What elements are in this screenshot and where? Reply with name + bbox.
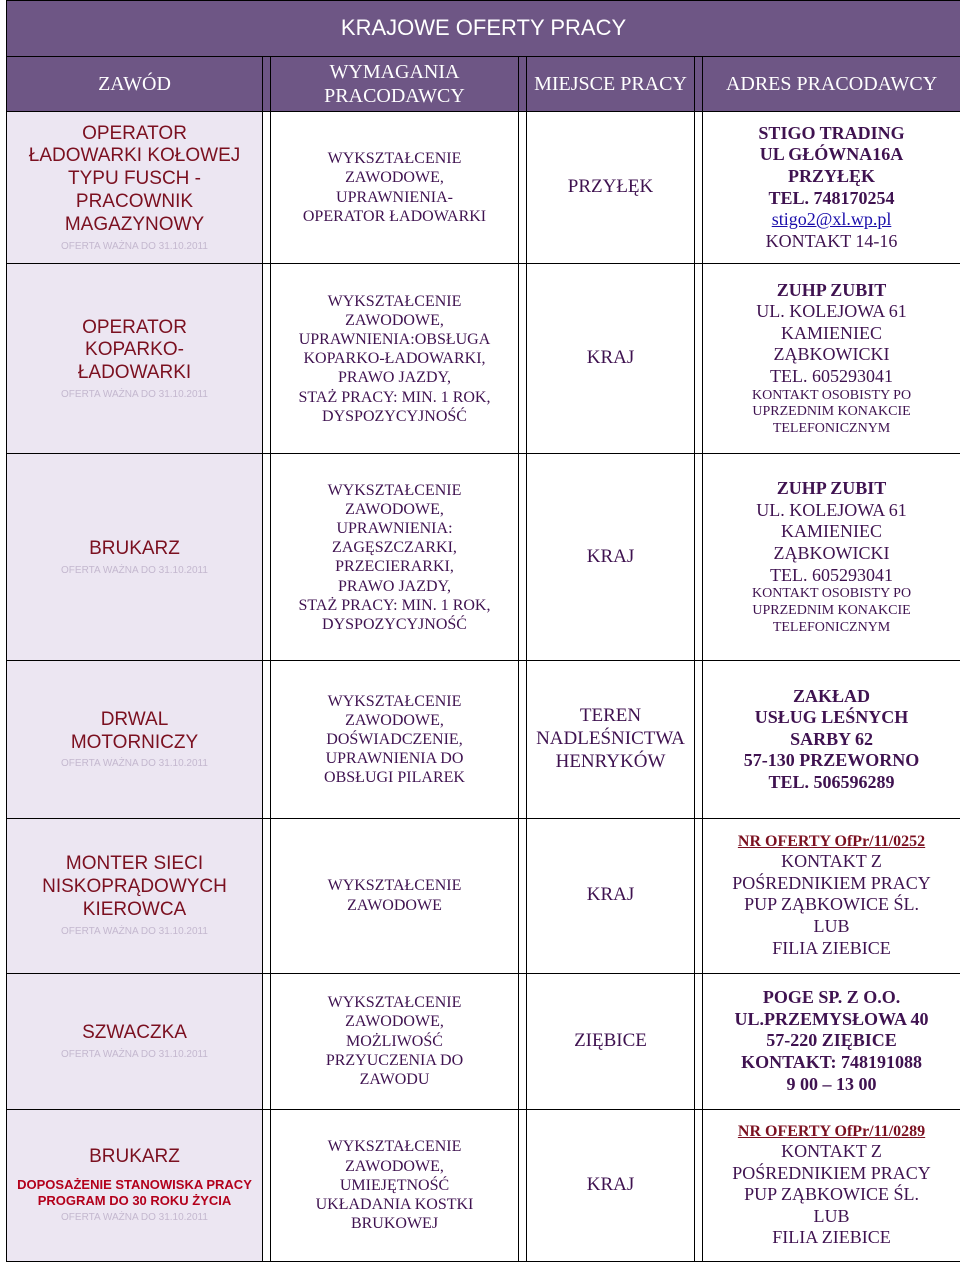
address-cell	[703, 818, 960, 973]
offer-number: NR OFERTY OfPr/11/0289	[737, 1122, 926, 1140]
job-title-line: KOPARKO-	[85, 339, 184, 361]
address-cell	[703, 973, 960, 1109]
requirement-line: PRZYUCZENIA DO	[325, 1051, 464, 1069]
job-program-note: DOPOSAŻENIE STANOWISKA PRACY PROGRAM DO 30 ROKU ŻYCIA	[17, 1177, 252, 1208]
address-line-bold: ZUHP ZUBIT	[776, 279, 887, 300]
column-gap	[695, 973, 703, 1109]
job-title-line: ŁADOWARKI KOŁOWEJ	[28, 145, 241, 167]
address-line-bold: UL.PRZEMYSŁOWA 40	[734, 1008, 929, 1029]
place-cell	[527, 1109, 695, 1261]
header-requirements-line: PRACODAWCY	[324, 85, 465, 108]
column-gap	[519, 973, 527, 1109]
job-cell	[7, 264, 263, 454]
job-title-line: DRWAL	[100, 708, 169, 730]
requirement-line: DYSPOZYCYJNOŚĆ	[322, 615, 467, 633]
requirement-line: MOŻLIWOŚĆ	[346, 1032, 443, 1050]
address-line: FILIA ZIEBICE	[772, 1227, 891, 1248]
address-cell	[703, 661, 960, 818]
address-line: KAMIENIEC	[781, 322, 883, 343]
job-title-line: MAGAZYNOWY	[64, 213, 205, 235]
requirement-line: ZAWODOWE	[347, 896, 442, 914]
address-line-bold: STIGO TRADING	[758, 122, 905, 143]
address-note-line: TELEFONICZNYM	[772, 619, 891, 635]
requirement-line: WYKSZTAŁCENIE	[327, 292, 462, 310]
place-line: TEREN	[579, 705, 642, 727]
offer-number: NR OFERTY OfPr/11/0252	[737, 833, 926, 851]
requirement-line: KOPARKO-ŁADOWARKI,	[303, 350, 486, 368]
requirement-line: UPRAWNIENIA DO	[325, 750, 464, 768]
job-title-line: NISKOPRĄDOWYCH	[42, 876, 227, 898]
address-cell	[703, 264, 960, 454]
column-gap	[695, 112, 703, 264]
job-title-line: OPERATOR	[82, 316, 187, 338]
address-line-bold: 57-220 ZIĘBICE	[766, 1030, 897, 1051]
table-row	[7, 818, 960, 973]
validity-note: OFERTA WAŻNA DO 31.10.2011	[61, 388, 208, 400]
table-row	[7, 264, 960, 454]
address-line: POŚREDNIKIEM PRACY	[732, 872, 931, 893]
address-line: LUB	[813, 1205, 850, 1226]
column-gap	[519, 818, 527, 973]
requirement-line: ZAWODOWE,	[345, 169, 444, 187]
address-line: FILIA ZIEBICE	[772, 937, 891, 958]
address-line: ZĄBKOWICKI	[773, 344, 890, 365]
table-row	[7, 1109, 960, 1261]
place-line: NADLEŚNICTWA	[536, 728, 685, 750]
job-title-line: MONTER SIECI	[65, 853, 204, 875]
validity-note: OFERTA WAŻNA DO 31.10.2011	[61, 925, 208, 937]
address-line: TEL. 605293041	[770, 564, 894, 585]
column-gap	[519, 1109, 527, 1261]
address-note-line: UPRZEDNIM KONAKCIE	[752, 404, 911, 420]
address-line: ZĄBKOWICKI	[773, 542, 890, 563]
validity-note: OFERTA WAŻNA DO 31.10.2011	[61, 1048, 208, 1060]
column-gap	[263, 973, 271, 1109]
address-line: PUP ZĄBKOWICE ŚL.	[744, 894, 919, 915]
address-line: KONTAKT 14-16	[765, 230, 898, 251]
place-cell	[527, 973, 695, 1109]
job-cell	[7, 973, 263, 1109]
job-title-line: SZWACZKA	[82, 1021, 187, 1043]
table-row	[7, 454, 960, 661]
requirements-cell	[271, 112, 519, 264]
column-gap	[519, 454, 527, 661]
address-line-bold: UL GŁÓWNA16A	[759, 144, 904, 165]
place-line: HENRYKÓW	[555, 750, 666, 772]
place-cell	[527, 112, 695, 264]
requirement-line: ZAWODOWE,	[345, 711, 444, 729]
requirements-cell	[271, 818, 519, 973]
requirements-cell	[271, 973, 519, 1109]
job-cell	[7, 818, 263, 973]
column-gap	[263, 1109, 271, 1261]
job-title-line: MOTORNICZY	[70, 731, 199, 753]
address-cell	[703, 1109, 960, 1261]
column-gap	[519, 112, 527, 264]
address-line-bold: PRZYŁĘK	[788, 166, 876, 187]
address-line: PUP ZĄBKOWICE ŚL.	[744, 1184, 919, 1205]
requirement-line: ZAWODU	[359, 1071, 430, 1089]
column-gap	[263, 454, 271, 661]
address-note-line: KONTAKT OSOBISTY PO	[751, 586, 912, 602]
column-gap	[695, 818, 703, 973]
column-gap	[263, 112, 271, 264]
address-line: KONTAKT Z	[781, 851, 882, 872]
place-line: KRAJ	[586, 1173, 635, 1195]
job-cell	[7, 1109, 263, 1261]
requirement-line: UMIEJĘTNOŚĆ	[339, 1176, 450, 1194]
place-line: ZIĘBICE	[574, 1029, 647, 1051]
column-gap	[263, 661, 271, 818]
requirements-cell	[271, 454, 519, 661]
requirements-cell	[271, 264, 519, 454]
place-line: KRAJ	[586, 347, 635, 369]
place-line: PRZYŁĘK	[567, 176, 654, 198]
address-note-line: TELEFONICZNYM	[772, 421, 891, 437]
requirement-line: UPRAWNIENIA:	[336, 520, 453, 538]
validity-note: OFERTA WAŻNA DO 31.10.2011	[61, 564, 208, 576]
place-cell	[527, 818, 695, 973]
address-note-line: KONTAKT OSOBISTY PO	[751, 387, 912, 403]
job-title-line: ŁADOWARKI	[77, 362, 192, 384]
header-requirements-line: WYMAGANIA	[329, 61, 460, 84]
table-row	[7, 973, 960, 1109]
job-title-line: PRACOWNIK	[75, 191, 194, 213]
address-line-bold: POGE SP. Z O.O.	[762, 987, 901, 1008]
address-line-bold: ZUHP ZUBIT	[776, 478, 887, 499]
requirement-line: ZAWODOWE,	[345, 500, 444, 518]
column-gap	[695, 454, 703, 661]
address-line: UL. KOLEJOWA 61	[756, 499, 907, 520]
table-row	[7, 112, 960, 264]
address-line-bold: KONTAKT: 748191088	[741, 1052, 922, 1073]
requirements-cell	[271, 661, 519, 818]
job-title-line: TYPU FUSCH -	[68, 168, 201, 190]
requirement-line: PRZECIERARKI,	[335, 558, 454, 576]
header-place: MIEJSCE PRACY	[527, 57, 695, 112]
requirement-line: DOŚWIADCZENIE,	[326, 730, 463, 748]
requirement-line: UPRAWNIENIA:OBSŁUGA	[298, 330, 491, 348]
column-gap	[263, 264, 271, 454]
requirement-line: OBSŁUGI PILAREK	[324, 769, 465, 787]
address-cell	[703, 112, 960, 264]
address-line: UL. KOLEJOWA 61	[756, 301, 907, 322]
address-line: KONTAKT Z	[781, 1141, 882, 1161]
table-row	[7, 661, 960, 818]
column-gap	[519, 661, 527, 818]
job-title-line: OPERATOR	[82, 122, 187, 144]
address-cell	[703, 454, 960, 661]
address-line-bold: 9 00 – 13 00	[786, 1073, 877, 1094]
job-cell	[7, 661, 263, 818]
place-line: KRAJ	[586, 884, 635, 906]
column-gap	[263, 818, 271, 973]
requirement-line: STAŻ PRACY: MIN. 1 ROK,	[298, 596, 491, 614]
address-note-line: UPRZEDNIM KONAKCIE	[752, 602, 911, 618]
requirement-line: UKŁADANIA KOSTKI	[315, 1195, 474, 1213]
address-line-bold: TEL. 506596289	[768, 771, 895, 792]
address-line-bold: USŁUG LEŚNYCH	[754, 707, 909, 728]
header-gap	[263, 57, 271, 112]
requirement-line: ZAGĘSZCZARKI,	[332, 539, 457, 557]
address-line-bold: 57-130 PRZEWORNO	[743, 750, 920, 771]
header-requirements	[271, 57, 519, 112]
column-gap	[695, 661, 703, 818]
address-line: LUB	[813, 916, 850, 937]
place-cell	[527, 454, 695, 661]
address-line: KAMIENIEC	[781, 521, 883, 542]
requirement-line: WYKSZTAŁCENIE	[327, 994, 462, 1012]
job-offers-table	[6, 0, 960, 1262]
job-cell	[7, 454, 263, 661]
address-line: POŚREDNIKIEM PRACY	[732, 1162, 931, 1183]
header-gap	[695, 57, 703, 112]
job-title-line: BRUKARZ	[89, 1146, 180, 1168]
email-link[interactable]: stigo2@xl.wp.pl	[771, 209, 892, 230]
requirement-line: WYKSZTAŁCENIE	[327, 150, 462, 168]
address-line-bold: TEL. 748170254	[768, 187, 895, 208]
place-cell	[527, 661, 695, 818]
job-title-line: KIEROWCA	[82, 899, 187, 921]
requirement-line: ZAWODOWE,	[345, 1157, 444, 1175]
header-address: ADRES PRACODAWCY	[703, 57, 960, 112]
requirement-line: WYKSZTAŁCENIE	[327, 877, 462, 895]
header-job: ZAWÓD	[7, 57, 263, 112]
address-line-bold: SARBY 62	[790, 728, 873, 749]
requirement-line: ZAWODOWE,	[345, 311, 444, 329]
requirement-line: STAŻ PRACY: MIN. 1 ROK,	[298, 388, 491, 406]
address-line-bold: ZAKŁAD	[793, 685, 871, 706]
place-line: KRAJ	[586, 545, 635, 567]
job-cell	[7, 112, 263, 264]
address-line: TEL. 605293041	[770, 365, 894, 386]
job-title-line: BRUKARZ	[89, 537, 180, 559]
page-title: KRAJOWE OFERTY PRACY	[7, 1, 960, 57]
header-gap	[519, 57, 527, 112]
requirements-cell	[271, 1109, 519, 1261]
requirement-line: PRAWO JAZDY,	[337, 577, 452, 595]
column-gap	[695, 1109, 703, 1261]
place-cell	[527, 264, 695, 454]
validity-note: OFERTA WAŻNA DO 31.10.2011	[61, 1212, 208, 1224]
requirement-line: DYSPOZYCYJNOŚĆ	[322, 407, 467, 425]
requirement-line: WYKSZTAŁCENIE	[327, 692, 462, 710]
column-gap	[519, 264, 527, 454]
validity-note: OFERTA WAŻNA DO 31.10.2011	[61, 758, 208, 770]
requirement-line: BRUKOWEJ	[350, 1215, 439, 1233]
requirement-line: WYKSZTAŁCENIE	[327, 1138, 462, 1156]
requirement-line: OPERATOR ŁADOWARKI	[302, 207, 487, 225]
requirement-line: PRAWO JAZDY,	[337, 369, 452, 387]
column-gap	[695, 264, 703, 454]
validity-note: OFERTA WAŻNA DO 31.10.2011	[61, 240, 208, 252]
requirement-line: ZAWODOWE,	[345, 1013, 444, 1031]
requirement-line: WYKSZTAŁCENIE	[327, 481, 462, 499]
requirement-line: UPRAWNIENIA-	[336, 188, 453, 206]
